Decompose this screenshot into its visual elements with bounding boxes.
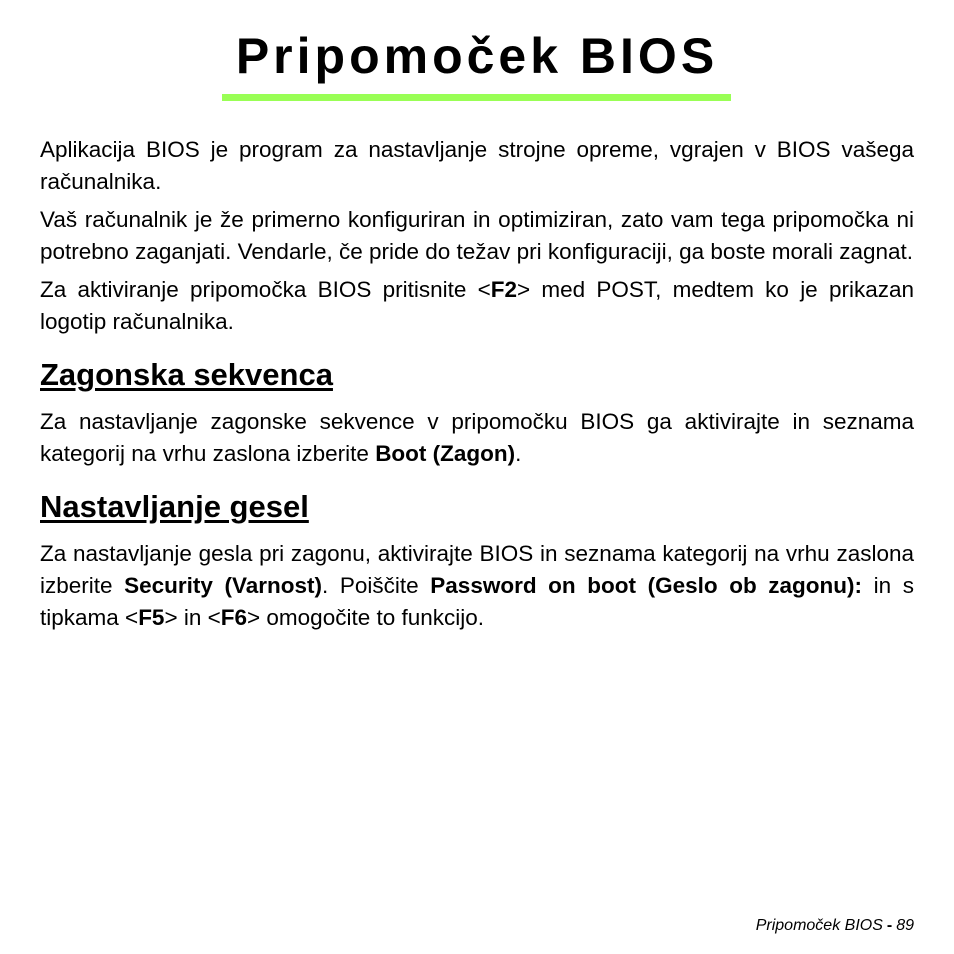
footer-label: Pripomoček BIOS <box>755 917 883 934</box>
intro-paragraph-1: Aplikacija BIOS je program za nastavljanje strojne opreme, vgrajen v BIOS vašega računalnika. <box>40 137 914 194</box>
main-content <box>40 134 914 640</box>
activation-paragraph <box>40 274 914 338</box>
password-paragraph <box>40 538 914 634</box>
page-number: 89 <box>896 917 914 934</box>
footer-separator: - <box>886 917 893 934</box>
password-heading: Nastavljanje gesel <box>40 489 309 524</box>
page-title: Pripomoček BIOS <box>235 28 719 84</box>
activation-text-before: Za aktiviranje pripomočka BIOS pritisnite < <box>40 277 491 302</box>
boot-sequence-heading: Zagonska sekvenca <box>40 357 333 392</box>
title-underline-bar <box>222 94 731 101</box>
key-f5: F5 <box>138 605 165 630</box>
page-footer <box>756 916 914 936</box>
key-f6: F6 <box>220 605 248 630</box>
password-text-3: in s tipkama < <box>40 573 914 630</box>
boot-text-before: Za nastavljanje zagonske sekvence v pripomočku BIOS ga aktivirajte in seznama kategorij na vrhu zaslona izberite <box>40 409 914 466</box>
password-text-1: Za nastavljanje gesla pri zagonu, aktivirajte BIOS in seznama kategorij na vrhu zaslona izberite <box>40 541 914 598</box>
intro-paragraph-2: Vaš računalnik je že primerno konfiguriran in optimiziran, zato vam tega pripomočka ni potrebno zaganjati. Vendarle, če pride do težav pri konfiguraciji, ga boste morali zagnat. <box>40 207 914 264</box>
password-text-5: > omogočite to funkcijo. <box>247 605 485 630</box>
boot-text-after: . <box>515 441 522 466</box>
activation-key-f2: F2 <box>490 277 518 302</box>
activation-text-after: > med POST, medtem ko je prikazan logotip računalnika. <box>40 277 914 334</box>
password-text-4: > in < <box>164 605 221 630</box>
boot-menu-name: Boot (Zagon) <box>375 441 516 466</box>
password-on-boot-option: Password on boot (Geslo ob zagonu): <box>430 573 863 598</box>
password-text-2: . Poiščite <box>322 573 431 598</box>
security-menu-name: Security (Varnost) <box>124 573 323 598</box>
boot-sequence-paragraph <box>40 406 914 470</box>
